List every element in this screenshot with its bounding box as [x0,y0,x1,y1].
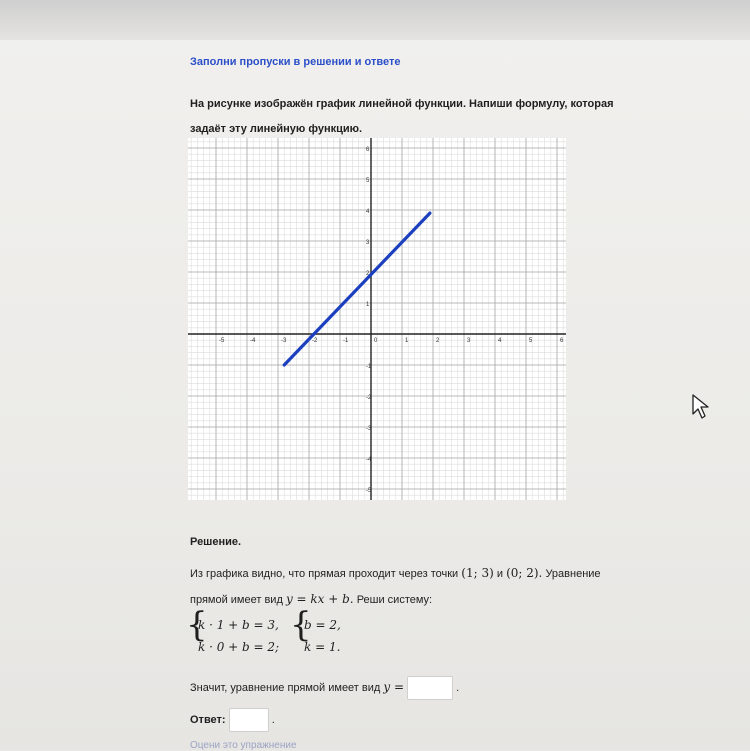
brace-right: { [290,605,312,645]
point-2: (0; 2). [506,566,543,580]
answer-label: Ответ: [190,713,226,726]
solution-line-2 [190,592,432,606]
x-tick-label: -1 [343,338,349,344]
x-tick-label: 4 [498,338,502,344]
system-right-row-2: k = 1. [304,640,341,654]
y-tick-label: 6 [366,147,370,153]
x-tick-label: 0 [374,338,378,344]
y-tick-label: 1 [366,302,370,308]
y-tick-label: -1 [366,364,372,370]
y-tick-label: -5 [366,488,372,494]
conclusion-prefix: Значит, уравнение прямой имеет вид [190,681,381,694]
system-left-row-2: k · 0 + b = 2; [198,640,280,654]
solution-line1-suffix: Уравнение [545,568,601,580]
top-band [0,0,750,40]
task-header: Заполни пропуски в решении и ответе [190,56,401,68]
x-tick-label: 1 [405,338,409,344]
solution-line1-prefix: Из графика видно, что прямая проходит через точки [190,568,459,580]
x-tick-label: -2 [312,338,318,344]
solution-line2-suffix: Реши систему: [356,594,433,606]
conclusion-dot: . [456,681,460,694]
rate-exercise-link[interactable]: Оцени это упражнение [190,740,297,751]
y-tick-label: -4 [366,457,372,463]
y-tick-label: -3 [366,426,372,432]
answer-input[interactable] [229,708,269,732]
x-tick-label: -3 [281,338,287,344]
y-tick-label: 4 [366,209,370,215]
conclusion-var: y = [383,679,405,694]
x-tick-label: -4 [250,338,256,344]
point-1: (1; 3) [461,566,494,580]
solution-title: Решение. [190,536,242,548]
system-right-row-1: b = 2, [304,618,341,632]
x-tick-label: 3 [467,338,471,344]
x-tick-label: 2 [436,338,440,344]
mouse-cursor-icon [692,394,710,425]
conclusion-line [190,676,459,700]
y-tick-label: -2 [366,395,372,401]
x-tick-label: 6 [560,338,564,344]
formula: y = kx + b. [285,592,354,606]
solution-line2-prefix: прямой имеет вид [190,594,283,606]
y-tick-label: 5 [366,178,370,184]
brace-left: { [186,605,208,645]
solution-line-1 [190,566,601,580]
system-left-row-1: k · 1 + b = 3, [198,618,279,632]
and-text: и [496,568,503,580]
formula-input[interactable] [407,676,453,700]
x-tick-label: 5 [529,338,533,344]
answer-dot: . [271,713,275,726]
task-text: На рисунке изображён график линейной функции. Напиши формулу, которая задаёт эту линейную функцию. [190,98,614,135]
answer-row [190,708,275,732]
x-tick-label: -5 [219,338,225,344]
y-tick-label: 2 [366,271,370,277]
y-tick-label: 3 [366,240,370,246]
function-graph [188,138,566,500]
graph-svg [188,138,566,500]
